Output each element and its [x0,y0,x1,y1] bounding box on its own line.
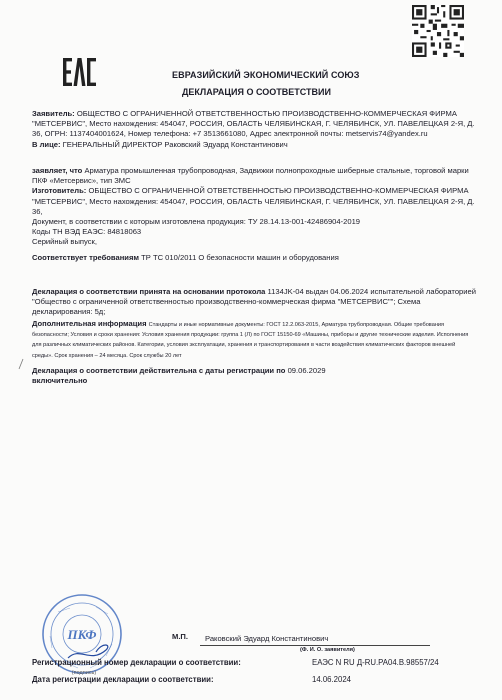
declares-label: заявляет, что [32,166,83,175]
protocol-block [32,287,476,318]
signature-hint: (подпись) [71,670,97,676]
signature-line [200,645,430,646]
registration-number-value: ЕАЭС N RU Д-RU.PA04.B.98557/24 [312,658,439,667]
series-text: Серийный выпуск, [32,237,97,247]
union-heading: ЕВРАЗИЙСКИЙ ЭКОНОМИЧЕСКИЙ СОЮЗ [172,70,360,80]
additional-info-label: Дополнительная информация [32,319,147,328]
eac-logo [62,56,98,88]
validity-block [32,366,476,386]
declaration-block [32,166,476,248]
margin-mark [18,358,24,370]
validity-suffix: включительно [32,376,88,386]
additional-info-text: Стандарты и иные нормативные документы: ГОСТ 12.2.063-2015, Арматура трубопроводная. Общие требования безопасности; Условия и сроки хранения: Условия хранения продукции: группа 1 (Л) по ГОСТ 15150-69 «Машины, приборы и другие технические изделия. Исполнения для различных климатических районов. Категории, условия эксплуатации, хранения и транспортирования в части воздействия климатических факторов внешней среды». Срок хранения – 24 месяца. Срок службы 20 лет [32,322,469,359]
signer-name-hint: (Ф. И. О. заявителя) [300,647,355,653]
product-document-text: Документ, в соответствии с которым изготовлена продукция: ТУ 28.14.13-001-42486904-2019 [32,217,361,227]
registration-date-value: 14.06.2024 [312,675,352,684]
qr-code-icon [412,5,464,57]
document-title: ДЕКЛАРАЦИЯ О СООТВЕТСТВИИ [182,87,331,97]
manufacturer-label: Изготовитель: [32,186,87,196]
additional-info-block [32,319,476,360]
registration-date-label: Дата регистрации декларации о соответствии: [32,675,214,684]
requirements-block [32,253,476,263]
manufacturer-text: ОБЩЕСТВО С ОГРАНИЧЕННОЙ ОТВЕТСТВЕННОСТЬЮ ПРОИЗВОДСТВЕННО-КОММЕРЧЕСКАЯ ФИРМА "МЕТСЕРВИС", Место нахождения: 454047, РОССИЯ, ОБЛАСТЬ ЧЕЛЯБИНСКАЯ, Г. ЧЕЛЯБИНСК, УЛ. ПАВЕЛЕЦКАЯ 2-Я, Д. 36, [32,186,475,216]
seal-place-label: М.П. [172,632,189,641]
stamp-letters: ПКФ [67,627,97,642]
requirements-text: ТР ТС 010/2011 О безопасности машин и оборудования [141,253,339,262]
protocol-label: Декларация о соответствии принята на основании протокола [32,287,266,296]
validity-date: 09.06.2029 [287,366,326,375]
validity-label: Декларация о соответствии действительна с даты регистрации по [32,366,286,375]
applicant-label: Заявитель: [32,109,75,118]
declares-text: Арматура промышленная трубопроводная, Задвижки полнопроходные шиберные стальные, торговой марки ПКФ «Метсервис», тип ЗМС [32,166,469,186]
requirements-label: Соответствует требованиям [32,253,140,262]
customs-codes-text: Коды ТН ВЭД ЕАЭС: 84818063 [32,227,142,237]
person-text: ГЕНЕРАЛЬНЫЙ ДИРЕКТОР Раковский Эдуард Константинович [62,139,288,149]
applicant-text: ОБЩЕСТВО С ОГРАНИЧЕННОЙ ОТВЕТСТВЕННОСТЬЮ ПРОИЗВОДСТВЕННО-КОММЕРЧЕСКАЯ ФИРМА "МЕТСЕРВИС", Место нахождения: 454047, РОССИЯ, ОБЛАСТЬ ЧЕЛЯБИНСКАЯ, Г. ЧЕЛЯБИНСК, УЛ. ПАВЕЛЕЦКАЯ 2-Я, Д. 36, ОГРН: 1137404001624, Номер телефона: +7 3513661080, Адрес электронной почты: metservis74@yandex.ru [32,109,475,139]
registration-number-label: Регистрационный номер декларации о соответствии: [32,658,241,667]
signer-name: Раковский Эдуард Константинович [205,634,329,643]
person-label: В лице: [32,139,61,149]
protocol-text: 1134JK-04 выдан 04.06.2024 испытательной лабораторией "Общество с ограниченной ответственностью производственно-коммерческая фирма "МЕТСЕРВИС""; Схема декларирования: 5д; [32,287,476,317]
applicant-block [32,109,476,150]
